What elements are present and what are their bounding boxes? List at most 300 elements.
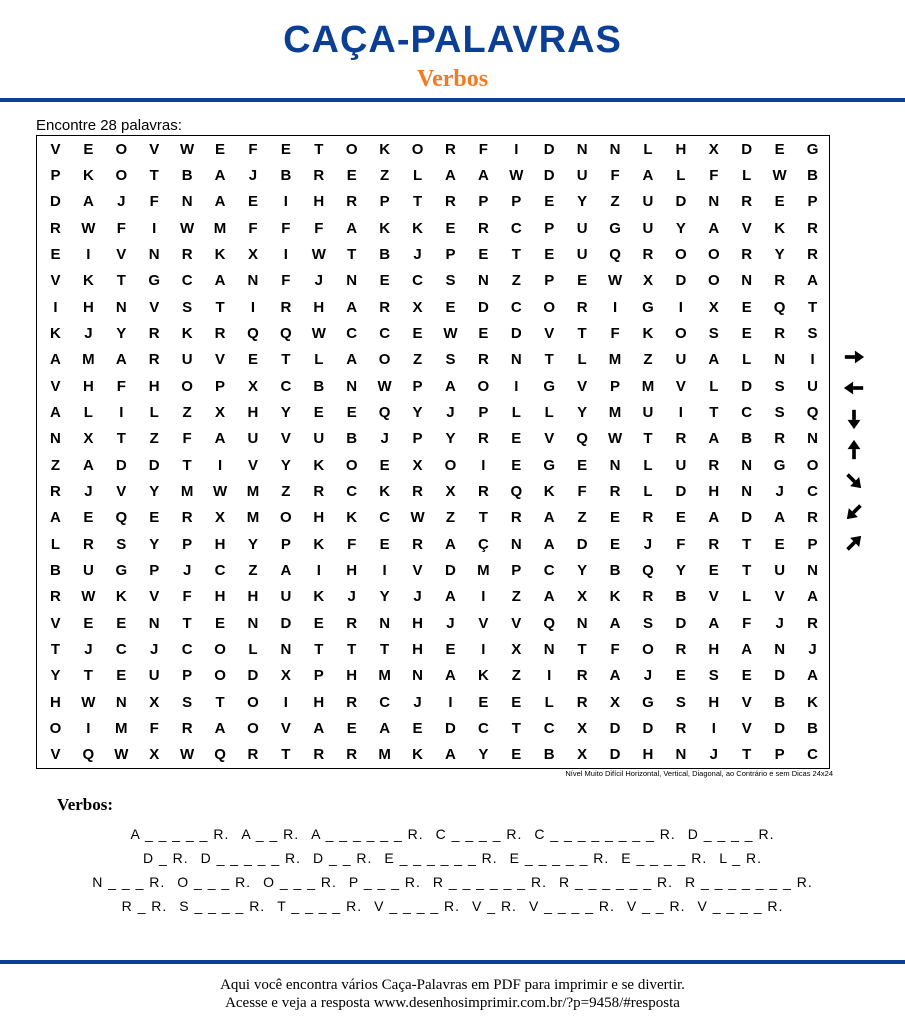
grid-letter[interactable]: E <box>346 719 357 737</box>
grid-letter[interactable]: I <box>316 561 321 579</box>
grid-letter[interactable]: C <box>807 746 818 764</box>
grid-letter[interactable]: A <box>708 219 720 237</box>
grid-letter[interactable]: I <box>53 298 58 316</box>
grid-letter[interactable]: N <box>379 614 391 632</box>
grid-letter[interactable]: R <box>214 324 226 342</box>
grid-letter[interactable]: V <box>50 614 61 632</box>
grid-letter[interactable]: P <box>544 219 555 237</box>
grid-letter[interactable]: M <box>180 482 194 500</box>
grid-letter[interactable]: H <box>313 193 325 211</box>
grid-letter[interactable]: C <box>346 482 358 500</box>
grid-letter[interactable]: S <box>708 324 719 342</box>
grid-letter[interactable]: P <box>149 561 160 579</box>
grid-letter[interactable]: H <box>214 588 226 606</box>
grid-letter[interactable]: E <box>675 667 686 685</box>
grid-letter[interactable]: K <box>609 588 621 606</box>
grid-letter[interactable]: X <box>215 403 226 421</box>
grid-letter[interactable]: R <box>346 746 358 764</box>
grid-letter[interactable]: A <box>708 351 720 369</box>
grid-letter[interactable]: V <box>774 588 785 606</box>
grid-letter[interactable]: N <box>346 377 358 395</box>
grid-letter[interactable]: V <box>149 588 160 606</box>
grid-letter[interactable]: N <box>510 535 522 553</box>
grid-letter[interactable]: Q <box>576 430 588 448</box>
grid-letter[interactable]: V <box>741 693 752 711</box>
grid-letter[interactable]: G <box>148 272 161 290</box>
grid-letter[interactable]: Y <box>445 430 456 448</box>
grid-letter[interactable]: N <box>609 140 621 158</box>
grid-letter[interactable]: W <box>180 140 195 158</box>
grid-letter[interactable]: O <box>49 719 62 737</box>
grid-letter[interactable]: V <box>50 746 61 764</box>
grid-letter[interactable]: A <box>214 272 226 290</box>
grid-letter[interactable]: F <box>577 482 587 500</box>
grid-letter[interactable]: X <box>280 667 291 685</box>
grid-letter[interactable]: E <box>610 509 621 527</box>
grid-letter[interactable]: G <box>642 693 654 711</box>
grid-letter[interactable]: K <box>313 535 325 553</box>
grid-letter[interactable]: W <box>212 482 228 500</box>
grid-letter[interactable]: R <box>807 614 818 632</box>
grid-letter[interactable]: X <box>247 377 258 395</box>
grid-letter[interactable]: O <box>115 166 128 184</box>
grid-letter[interactable]: Z <box>281 482 291 500</box>
grid-letter[interactable]: D <box>675 482 687 500</box>
grid-letter[interactable]: N <box>148 245 160 263</box>
grid-letter[interactable]: B <box>807 719 818 737</box>
grid-letter[interactable]: N <box>576 614 588 632</box>
grid-letter[interactable]: N <box>609 456 621 474</box>
grid-letter[interactable]: V <box>544 430 555 448</box>
grid-letter[interactable]: C <box>510 219 522 237</box>
grid-letter[interactable]: S <box>642 614 653 632</box>
grid-letter[interactable]: S <box>182 298 193 316</box>
grid-letter[interactable]: I <box>283 693 288 711</box>
grid-letter[interactable]: B <box>181 166 193 184</box>
grid-letter[interactable]: O <box>181 377 193 395</box>
grid-letter[interactable]: R <box>181 509 193 527</box>
grid-letter[interactable]: M <box>213 219 227 237</box>
grid-letter[interactable]: F <box>182 430 192 448</box>
grid-letter[interactable]: O <box>675 324 687 342</box>
grid-letter[interactable]: X <box>247 245 258 263</box>
grid-letter[interactable]: C <box>741 403 753 421</box>
grid-letter[interactable]: M <box>378 667 391 685</box>
grid-letter[interactable]: K <box>543 482 555 500</box>
grid-letter[interactable]: Y <box>50 667 61 685</box>
grid-letter[interactable]: C <box>412 272 423 290</box>
grid-letter[interactable]: B <box>741 430 753 448</box>
grid-letter[interactable]: J <box>248 166 258 184</box>
grid-letter[interactable]: R <box>313 482 325 500</box>
grid-letter[interactable]: A <box>774 509 786 527</box>
grid-letter[interactable]: D <box>576 535 588 553</box>
grid-letter[interactable]: O <box>115 140 128 158</box>
grid-letter[interactable]: E <box>379 456 390 474</box>
grid-letter[interactable]: B <box>609 561 621 579</box>
grid-letter[interactable]: E <box>741 324 752 342</box>
grid-letter[interactable]: T <box>347 245 357 263</box>
grid-letter[interactable]: T <box>742 535 752 553</box>
grid-letter[interactable]: T <box>281 351 291 369</box>
grid-letter[interactable]: N <box>675 746 687 764</box>
grid-letter[interactable]: A <box>346 351 358 369</box>
grid-letter[interactable]: Q <box>82 746 95 764</box>
grid-letter[interactable]: T <box>50 640 61 658</box>
grid-letter[interactable]: X <box>708 140 719 158</box>
grid-letter[interactable]: S <box>807 324 818 342</box>
grid-letter[interactable]: R <box>477 219 489 237</box>
grid-letter[interactable]: I <box>612 298 618 316</box>
grid-letter[interactable]: N <box>477 272 489 290</box>
grid-letter[interactable]: O <box>280 509 292 527</box>
grid-letter[interactable]: A <box>543 588 555 606</box>
grid-letter[interactable]: L <box>676 166 686 184</box>
grid-letter[interactable]: F <box>742 614 752 632</box>
grid-letter[interactable]: D <box>741 377 753 395</box>
grid-letter[interactable]: J <box>84 640 93 658</box>
grid-letter[interactable]: U <box>642 219 654 237</box>
grid-letter[interactable]: N <box>774 640 786 658</box>
grid-letter[interactable]: C <box>181 640 193 658</box>
grid-letter[interactable]: P <box>182 535 193 553</box>
grid-letter[interactable]: U <box>280 588 292 606</box>
grid-letter[interactable]: L <box>511 403 521 421</box>
grid-letter[interactable]: E <box>478 693 489 711</box>
grid-letter[interactable]: H <box>313 509 325 527</box>
grid-letter[interactable]: P <box>610 377 621 395</box>
grid-letter[interactable]: E <box>379 535 390 553</box>
grid-letter[interactable]: O <box>214 640 226 658</box>
grid-letter[interactable]: U <box>82 561 94 579</box>
grid-letter[interactable]: J <box>775 482 784 500</box>
grid-letter[interactable]: A <box>807 588 818 606</box>
grid-letter[interactable]: E <box>83 614 94 632</box>
grid-letter[interactable]: V <box>247 456 258 474</box>
grid-letter[interactable]: U <box>807 377 818 395</box>
grid-letter[interactable]: L <box>643 482 653 500</box>
grid-letter[interactable]: X <box>577 588 588 606</box>
grid-letter[interactable]: R <box>642 509 654 527</box>
grid-letter[interactable]: W <box>607 272 623 290</box>
grid-letter[interactable]: T <box>577 640 587 658</box>
grid-letter[interactable]: B <box>807 166 818 184</box>
grid-letter[interactable]: C <box>115 640 127 658</box>
grid-letter[interactable]: M <box>246 482 260 500</box>
grid-letter[interactable]: X <box>412 456 423 474</box>
grid-letter[interactable]: K <box>379 482 391 500</box>
grid-letter[interactable]: I <box>283 245 288 263</box>
grid-letter[interactable]: R <box>346 693 358 711</box>
grid-letter[interactable]: R <box>412 482 423 500</box>
grid-letter[interactable]: K <box>412 746 423 764</box>
grid-letter[interactable]: H <box>247 403 259 421</box>
grid-letter[interactable]: A <box>543 509 555 527</box>
grid-letter[interactable]: X <box>577 746 588 764</box>
grid-letter[interactable]: S <box>675 693 686 711</box>
grid-letter[interactable]: C <box>477 719 489 737</box>
grid-letter[interactable]: R <box>181 719 193 737</box>
grid-letter[interactable]: Y <box>675 219 686 237</box>
grid-letter[interactable]: E <box>280 140 291 158</box>
grid-letter[interactable]: W <box>311 245 326 263</box>
grid-letter[interactable]: O <box>642 640 654 658</box>
grid-letter[interactable]: U <box>576 245 588 263</box>
grid-letter[interactable]: R <box>807 245 818 263</box>
grid-letter[interactable]: R <box>576 298 588 316</box>
grid-letter[interactable]: E <box>247 193 258 211</box>
grid-letter[interactable]: J <box>150 640 159 658</box>
grid-letter[interactable]: D <box>247 667 259 685</box>
grid-letter[interactable]: Ç <box>477 535 489 553</box>
grid-letter[interactable]: O <box>345 456 358 474</box>
grid-letter[interactable]: H <box>50 693 61 711</box>
grid-letter[interactable]: P <box>215 377 226 395</box>
grid-letter[interactable]: R <box>313 166 325 184</box>
grid-letter[interactable]: A <box>280 561 292 579</box>
grid-letter[interactable]: J <box>117 193 126 211</box>
grid-letter[interactable]: Z <box>412 351 423 369</box>
grid-letter[interactable]: H <box>675 140 687 158</box>
grid-letter[interactable]: A <box>445 746 456 764</box>
grid-letter[interactable]: T <box>412 193 423 211</box>
grid-letter[interactable]: A <box>708 430 720 448</box>
grid-letter[interactable]: S <box>445 351 456 369</box>
grid-letter[interactable]: R <box>412 535 423 553</box>
grid-letter[interactable]: R <box>50 219 61 237</box>
grid-letter[interactable]: Q <box>806 403 819 421</box>
grid-letter[interactable]: A <box>379 719 391 737</box>
grid-letter[interactable]: F <box>182 588 192 606</box>
grid-letter[interactable]: X <box>445 482 456 500</box>
grid-letter[interactable]: R <box>741 193 753 211</box>
grid-letter[interactable]: B <box>675 588 687 606</box>
grid-letter[interactable]: F <box>116 219 126 237</box>
grid-letter[interactable]: F <box>116 377 126 395</box>
grid-letter[interactable]: U <box>675 456 687 474</box>
grid-letter[interactable]: Z <box>248 561 258 579</box>
grid-letter[interactable]: I <box>514 377 519 395</box>
grid-letter[interactable]: E <box>478 245 489 263</box>
grid-letter[interactable]: O <box>411 140 424 158</box>
grid-letter[interactable]: I <box>678 298 683 316</box>
grid-letter[interactable]: R <box>247 746 259 764</box>
grid-letter[interactable]: K <box>181 324 193 342</box>
grid-letter[interactable]: E <box>478 324 489 342</box>
grid-letter[interactable]: D <box>675 272 687 290</box>
grid-letter[interactable]: A <box>708 614 720 632</box>
grid-letter[interactable]: T <box>116 430 126 448</box>
grid-letter[interactable]: U <box>642 403 654 421</box>
grid-letter[interactable]: T <box>182 614 192 632</box>
grid-letter[interactable]: T <box>314 640 324 658</box>
grid-letter[interactable]: J <box>314 272 323 290</box>
grid-letter[interactable]: R <box>346 614 358 632</box>
grid-letter[interactable]: C <box>807 482 818 500</box>
grid-letter[interactable]: R <box>675 430 687 448</box>
grid-letter[interactable]: B <box>543 746 555 764</box>
grid-letter[interactable]: R <box>445 140 456 158</box>
grid-letter[interactable]: Z <box>511 667 521 685</box>
grid-letter[interactable]: M <box>641 377 655 395</box>
grid-letter[interactable]: T <box>83 667 93 685</box>
grid-letter[interactable]: P <box>807 193 818 211</box>
grid-letter[interactable]: E <box>346 166 357 184</box>
grid-letter[interactable]: I <box>86 245 91 263</box>
grid-letter[interactable]: X <box>511 640 522 658</box>
grid-letter[interactable]: A <box>82 456 94 474</box>
grid-letter[interactable]: P <box>807 535 818 553</box>
grid-letter[interactable]: Z <box>380 166 390 184</box>
grid-letter[interactable]: L <box>643 140 653 158</box>
grid-letter[interactable]: V <box>149 140 160 158</box>
grid-letter[interactable]: J <box>643 667 653 685</box>
grid-letter[interactable]: J <box>380 430 389 448</box>
grid-letter[interactable]: G <box>543 377 556 395</box>
grid-letter[interactable]: B <box>774 693 786 711</box>
grid-letter[interactable]: I <box>86 719 91 737</box>
grid-letter[interactable]: D <box>477 298 489 316</box>
grid-letter[interactable]: D <box>445 561 456 579</box>
grid-letter[interactable]: F <box>281 219 291 237</box>
grid-letter[interactable]: W <box>772 166 787 184</box>
grid-letter[interactable]: D <box>609 746 621 764</box>
grid-letter[interactable]: P <box>544 272 555 290</box>
grid-letter[interactable]: E <box>313 614 324 632</box>
grid-letter[interactable]: J <box>413 693 422 711</box>
grid-letter[interactable]: W <box>377 377 392 395</box>
grid-letter[interactable]: R <box>477 482 489 500</box>
grid-letter[interactable]: W <box>509 166 524 184</box>
grid-letter[interactable]: W <box>410 509 425 527</box>
grid-letter[interactable]: X <box>610 693 621 711</box>
grid-letter[interactable]: R <box>181 245 193 263</box>
grid-letter[interactable]: W <box>180 219 195 237</box>
grid-letter[interactable]: H <box>708 482 720 500</box>
grid-letter[interactable]: S <box>774 403 785 421</box>
grid-letter[interactable]: V <box>50 140 61 158</box>
grid-letter[interactable]: T <box>511 245 521 263</box>
grid-letter[interactable]: H <box>708 640 720 658</box>
grid-letter[interactable]: R <box>148 324 160 342</box>
grid-letter[interactable]: W <box>180 746 195 764</box>
grid-letter[interactable]: A <box>214 193 226 211</box>
grid-letter[interactable]: C <box>346 324 358 342</box>
grid-letter[interactable]: V <box>675 377 686 395</box>
grid-letter[interactable]: S <box>708 667 719 685</box>
grid-letter[interactable]: T <box>742 746 752 764</box>
grid-letter[interactable]: R <box>280 298 292 316</box>
grid-letter[interactable]: E <box>379 272 390 290</box>
grid-letter[interactable]: Z <box>511 588 521 606</box>
grid-letter[interactable]: D <box>280 614 292 632</box>
grid-letter[interactable]: F <box>610 166 620 184</box>
grid-letter[interactable]: A <box>50 509 61 527</box>
grid-letter[interactable]: Y <box>577 403 588 421</box>
grid-letter[interactable]: F <box>281 272 291 290</box>
grid-letter[interactable]: H <box>247 588 259 606</box>
grid-letter[interactable]: T <box>314 140 324 158</box>
grid-letter[interactable]: D <box>543 166 555 184</box>
grid-letter[interactable]: A <box>543 535 555 553</box>
grid-letter[interactable]: U <box>181 351 193 369</box>
grid-letter[interactable]: T <box>347 640 357 658</box>
grid-letter[interactable]: L <box>149 403 159 421</box>
grid-letter[interactable]: E <box>412 719 423 737</box>
grid-letter[interactable]: A <box>214 719 226 737</box>
grid-letter[interactable]: E <box>83 140 94 158</box>
grid-letter[interactable]: U <box>576 219 588 237</box>
grid-letter[interactable]: Y <box>149 535 160 553</box>
grid-letter[interactable]: N <box>807 561 818 579</box>
grid-letter[interactable]: R <box>50 482 61 500</box>
grid-letter[interactable]: D <box>115 456 127 474</box>
grid-letter[interactable]: M <box>246 509 260 527</box>
grid-letter[interactable]: I <box>152 219 157 237</box>
grid-letter[interactable]: Y <box>116 324 127 342</box>
grid-letter[interactable]: T <box>807 298 818 316</box>
grid-letter[interactable]: E <box>215 614 226 632</box>
grid-letter[interactable]: R <box>576 693 588 711</box>
grid-letter[interactable]: P <box>313 667 324 685</box>
grid-letter[interactable]: R <box>445 193 456 211</box>
grid-letter[interactable]: Y <box>478 746 489 764</box>
grid-letter[interactable]: E <box>412 324 423 342</box>
grid-letter[interactable]: L <box>83 403 93 421</box>
grid-letter[interactable]: H <box>346 667 358 685</box>
grid-letter[interactable]: I <box>711 719 716 737</box>
grid-letter[interactable]: L <box>50 535 61 553</box>
grid-letter[interactable]: I <box>283 193 288 211</box>
grid-letter[interactable]: T <box>215 693 225 711</box>
grid-letter[interactable]: V <box>741 219 752 237</box>
grid-letter[interactable]: G <box>115 561 128 579</box>
grid-letter[interactable]: T <box>544 351 554 369</box>
grid-letter[interactable]: F <box>347 535 357 553</box>
grid-letter[interactable]: A <box>346 219 358 237</box>
grid-letter[interactable]: K <box>379 219 391 237</box>
grid-letter[interactable]: E <box>511 746 522 764</box>
grid-letter[interactable]: U <box>576 166 588 184</box>
grid-letter[interactable]: O <box>345 140 358 158</box>
grid-letter[interactable]: L <box>709 377 719 395</box>
grid-letter[interactable]: Y <box>379 588 390 606</box>
grid-letter[interactable]: O <box>806 456 819 474</box>
grid-letter[interactable]: R <box>774 272 786 290</box>
grid-letter[interactable]: Q <box>642 561 654 579</box>
grid-letter[interactable]: K <box>82 166 94 184</box>
grid-letter[interactable]: K <box>477 667 489 685</box>
grid-letter[interactable]: R <box>642 245 654 263</box>
grid-letter[interactable]: R <box>741 245 753 263</box>
grid-letter[interactable]: F <box>149 193 159 211</box>
grid-letter[interactable]: I <box>250 298 256 316</box>
grid-letter[interactable]: E <box>774 535 785 553</box>
grid-letter[interactable]: Y <box>577 561 588 579</box>
grid-letter[interactable]: Z <box>511 272 521 290</box>
grid-letter[interactable]: E <box>741 298 752 316</box>
grid-letter[interactable]: N <box>412 667 423 685</box>
grid-letter[interactable]: Q <box>510 482 523 500</box>
grid-letter[interactable]: T <box>742 561 752 579</box>
grid-letter[interactable]: Q <box>247 324 259 342</box>
grid-letter[interactable]: H <box>148 377 160 395</box>
grid-letter[interactable]: U <box>774 561 786 579</box>
grid-letter[interactable]: T <box>149 166 159 184</box>
grid-letter[interactable]: W <box>607 430 623 448</box>
grid-letter[interactable]: E <box>445 219 456 237</box>
grid-letter[interactable]: J <box>446 403 455 421</box>
